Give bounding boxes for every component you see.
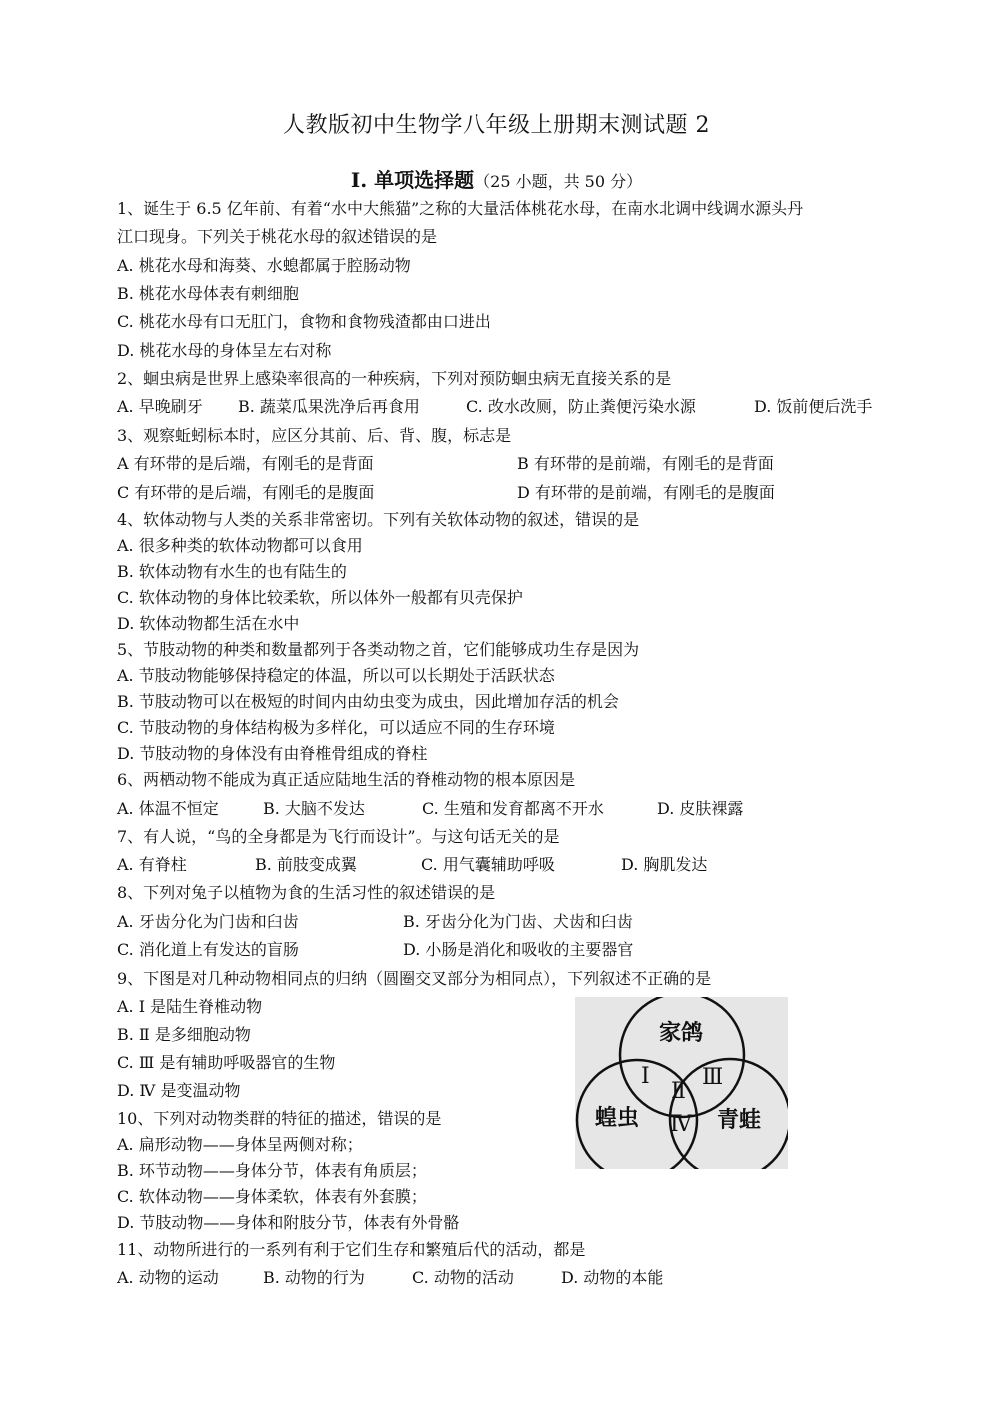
- q2-stem: 2、蛔虫病是世界上感染率很高的一种疾病，下列对预防蛔虫病无直接关系的是: [117, 369, 672, 388]
- q11-option-a: A. 动物的运动: [117, 1268, 219, 1287]
- q2-option-c: C. 改水改厕，防止粪便污染水源: [466, 397, 696, 416]
- q6-option-d: D. 皮肤裸露: [657, 799, 744, 818]
- q10-option-b: B. 环节动物——身体分节，体表有角质层；: [117, 1161, 427, 1180]
- q11-stem: 11、动物所进行的一系列有利于它们生存和繁殖后代的活动，都是: [117, 1240, 586, 1259]
- venn-label-pigeon: 家鸽: [659, 1021, 704, 1046]
- q1-option-d: D. 桃花水母的身体呈左右对称: [117, 341, 332, 360]
- q1-stem-line1: 1、诞生于 6.5 亿年前、有着“水中大熊猫”之称的大量活体桃花水母，在南水北调中线调水源头丹: [117, 199, 804, 218]
- q8-option-b: B. 牙齿分化为门齿、犬齿和臼齿: [403, 912, 633, 931]
- q7-stem: 7、有人说，“鸟的全身都是为飞行而设计”。与这句话无关的是: [117, 827, 560, 846]
- q6-stem: 6、两栖动物不能成为真正适应陆地生活的脊椎动物的根本原因是: [117, 770, 576, 789]
- q6-option-a: A. 体温不恒定: [117, 799, 219, 818]
- page-title: 人教版初中生物学八年级上册期末测试题 2: [283, 113, 710, 138]
- q9-option-a: A. Ⅰ 是陆生脊椎动物: [117, 997, 263, 1016]
- venn-region-4: Ⅳ: [670, 1112, 692, 1137]
- q3-option-b: B 有环带的是前端，有刚毛的是背面: [517, 454, 774, 473]
- q5-option-d: D. 节肢动物的身体没有由脊椎骨组成的脊柱: [117, 744, 428, 763]
- q2-option-d: D. 饭前便后洗手: [754, 397, 873, 416]
- q4-stem: 4、软体动物与人类的关系非常密切。下列有关软体动物的叙述，错误的是: [117, 510, 640, 529]
- q3-option-c: C 有环带的是后端，有刚毛的是腹面: [117, 483, 375, 502]
- section-note: （25 小题，共 50 分）: [474, 172, 643, 191]
- q1-stem-line2: 江口现身。下列关于桃花水母的叙述错误的是: [117, 227, 438, 246]
- q3-option-a: A 有环带的是后端，有刚毛的是背面: [117, 454, 374, 473]
- q4-option-d: D. 软体动物都生活在水中: [117, 614, 300, 633]
- q2-option-a: A. 早晚刷牙: [117, 397, 203, 416]
- venn-region-2: Ⅱ: [671, 1079, 686, 1104]
- q4-option-a: A. 很多种类的软体动物都可以食用: [117, 536, 363, 555]
- q3-stem: 3、观察蚯蚓标本时，应区分其前、后、背、腹，标志是: [117, 426, 512, 445]
- q6-option-b: B. 大脑不发达: [263, 799, 365, 818]
- q8-option-a: A. 牙齿分化为门齿和臼齿: [117, 912, 299, 931]
- q6-option-c: C. 生殖和发育都离不开水: [422, 799, 604, 818]
- q10-option-d: D. 节肢动物——身体和附肢分节，体表有外骨骼: [117, 1213, 460, 1232]
- q9-option-b: B. Ⅱ 是多细胞动物: [117, 1025, 251, 1044]
- venn-label-frog: 青蛙: [717, 1108, 762, 1133]
- q8-option-c: C. 消化道上有发达的盲肠: [117, 940, 299, 959]
- q8-option-d: D. 小肠是消化和吸收的主要器官: [403, 940, 634, 959]
- venn-region-3: Ⅲ: [702, 1065, 724, 1090]
- q2-option-b: B. 蔬菜瓜果洗净后再食用: [238, 397, 420, 416]
- q8-stem: 8、下列对兔子以植物为食的生活习性的叙述错误的是: [117, 883, 496, 902]
- q11-option-c: C. 动物的活动: [412, 1268, 514, 1287]
- q9-option-d: D. Ⅳ 是变温动物: [117, 1081, 241, 1100]
- section-heading-text: I. 单项选择题: [350, 168, 475, 192]
- q9-option-c: C. Ⅲ 是有辅助呼吸器官的生物: [117, 1053, 336, 1072]
- q1-option-b: B. 桃花水母体表有刺细胞: [117, 284, 299, 303]
- q10-option-c: C. 软体动物——身体柔软，体表有外套膜；: [117, 1187, 427, 1206]
- q7-option-c: C. 用气囊辅助呼吸: [421, 855, 555, 874]
- q5-option-a: A. 节肢动物能够保持稳定的体温，所以可以长期处于活跃状态: [117, 666, 555, 685]
- q7-option-d: D. 胸肌发达: [621, 855, 708, 874]
- q4-option-b: B. 软体动物有水生的也有陆生的: [117, 562, 347, 581]
- q5-option-b: B. 节肢动物可以在极短的时间内由幼虫变为成虫，因此增加存活的机会: [117, 692, 619, 711]
- q1-option-c: C. 桃花水母有口无肛门，食物和食物残渣都由口进出: [117, 312, 491, 331]
- q10-stem: 10、下列对动物类群的特征的描述，错误的是: [117, 1109, 442, 1128]
- q11-option-d: D. 动物的本能: [561, 1268, 664, 1287]
- q11-option-b: B. 动物的行为: [263, 1268, 365, 1287]
- q7-option-a: A. 有脊柱: [117, 855, 187, 874]
- q4-option-c: C. 软体动物的身体比较柔软，所以体外一般都有贝壳保护: [117, 588, 523, 607]
- venn-label-locust: 蝗虫: [595, 1106, 640, 1131]
- venn-region-1: Ⅰ: [641, 1064, 650, 1089]
- q5-option-c: C. 节肢动物的身体结构极为多样化，可以适应不同的生存环境: [117, 718, 555, 737]
- q3-option-d: D 有环带的是前端，有刚毛的是腹面: [517, 483, 775, 502]
- section-heading: [0, 164, 993, 193]
- q5-stem: 5、节肢动物的种类和数量都列于各类动物之首，它们能够成功生存是因为: [117, 640, 640, 659]
- q10-option-a: A. 扁形动物——身体呈两侧对称；: [117, 1135, 363, 1154]
- q1-option-a: A. 桃花水母和海葵、水螅都属于腔肠动物: [117, 256, 411, 275]
- venn-diagram: [575, 997, 788, 1169]
- q9-stem: 9、下图是对几种动物相同点的归纳（圆圈交叉部分为相同点），下列叙述不正确的是: [117, 969, 712, 988]
- q7-option-b: B. 前肢变成翼: [255, 855, 357, 874]
